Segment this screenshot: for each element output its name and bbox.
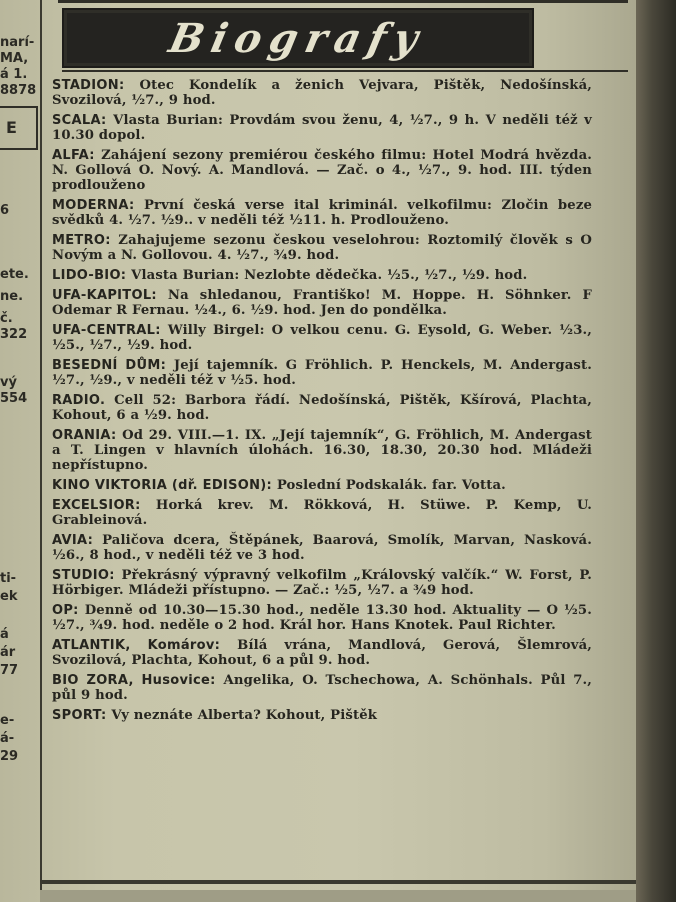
listing-entry (52, 233, 592, 263)
listing-entry (52, 638, 592, 668)
left-fragment: MA, (0, 51, 29, 66)
listing-text: Od 29. VIII.—1. IX. „Její tajemník“, G. Fröhlich, M. Andergast a T. Lingen v hlavních úlohách. 16.30, 18.30, 20.30 hod. Mládeži nepřístupno. (52, 428, 592, 474)
listing-entry (52, 498, 592, 528)
left-fragment: narí- (0, 35, 35, 50)
left-fragment: 29 (0, 749, 19, 764)
left-fragment: 77 (0, 663, 19, 678)
listing-entry (52, 393, 592, 423)
listing-entry (52, 478, 592, 493)
left-fragment: á (0, 627, 9, 642)
listing-entry (52, 323, 592, 353)
listing-text: Bílá vrána, Mandlová, Gerová, Šlemrová, Svozilová, Plachta, Kohout, 6 a půl 9. hod. (52, 638, 593, 669)
venue-name: ALFA: (52, 148, 95, 163)
left-fragment: 8878 (0, 83, 37, 98)
listing-text: Zahajujeme sezonu českou veselohrou: Roztomilý člověk s O Novým a N. Gollovou. 4. ½7., ¾9. hod. (52, 233, 592, 264)
venue-name: METRO: (52, 233, 111, 249)
venue-name: BESEDNÍ DŮM: (52, 358, 167, 373)
listing-text: Překrásný výpravný velkofilm „Královský valčík.“ W. Forst, P. Hörbiger. Mládeži přístupno. — Zač.: ½5, ½7. a ¾9 hod. (52, 568, 592, 599)
listing-text: Poslední Podskalák. far. Votta. (276, 478, 506, 494)
listing-entry (52, 148, 592, 194)
header-rule (62, 70, 628, 72)
left-fragment: ne. (0, 289, 24, 304)
listing-text: Její tajemník. G Fröhlich. P. Henckels, M. Andergast. ½7., ½9., v neděli též v ½5. hod. (52, 358, 592, 389)
venue-name: STADION: (52, 78, 125, 93)
venue-name: RADIO. (52, 393, 106, 408)
adjacent-column-fragment (0, 0, 42, 902)
venue-name: UFA-KAPITOL: (52, 288, 157, 303)
venue-name: SCALA: (52, 113, 107, 128)
left-fragment: ár (0, 645, 16, 660)
listing-entry (52, 358, 592, 388)
left-fragment: vý (0, 375, 17, 390)
left-fragment: 6 (0, 203, 10, 218)
listing-text: Vlasta Burian: Nezlobte dědečka. ½5., ½7., ½9. hod. (131, 268, 528, 284)
listing-text: Vlasta Burian: Provdám svou ženu, 4, ½7., 9 h. V neděli též v 10.30 dopol. (52, 113, 592, 144)
listing-entry (52, 113, 592, 143)
left-fragment: ete. (0, 267, 29, 282)
section-header-banner (62, 8, 534, 68)
listing-text: Na shledanou, Františko! M. Hoppe. H. Söhnker. F Odemar R Fernau. ½4., 6. ½9. hod. Jen do pondělka. (52, 288, 592, 319)
venue-name: UFA-CENTRAL: (52, 323, 161, 338)
listing-text: Zahájení sezony premiérou českého filmu: Hotel Modrá hvězda. N. Gollová O. Nový. A. Mandlová. — Zač. o 4., ½7., 9. hod. III. týden prodlouženo (52, 148, 593, 194)
listing-text: První česká verse ital kriminál. velkofilmu: Zločin beze svědků 4. ½7. ½9.. v neděli též ½11. h. Prodlouženo. (52, 198, 592, 229)
listing-text: Paličova dcera, Štěpánek, Baarová, Smolík, Marvan, Nasková. ½6., 8 hod., v neděli též ve 3 hod. (52, 533, 592, 564)
listing-entry (52, 533, 592, 563)
venue-name: SPORT: (52, 708, 107, 723)
left-fragment: 554 (0, 391, 28, 406)
left-fragment: 322 (0, 327, 28, 342)
listing-text: Vy neznáte Alberta? Kohout, Pištěk (111, 708, 378, 723)
bottom-rule (40, 880, 640, 884)
listing-text: Angelika, O. Tschechowa, A. Schönhals. Půl 7., půl 9 hod. (52, 673, 593, 704)
venue-name: ORANIA: (52, 428, 117, 443)
venue-name: KINO VIKTORIA (dř. EDISON): (52, 478, 273, 494)
listing-text: Willy Birgel: O velkou cenu. G. Eysold, G. Weber. ½3., ½5., ½7., ½9. hod. (52, 323, 592, 354)
listing-text: Cell 52: Barbora řádí. Nedošínská, Pištěk, Kšírová, Plachta, Kohout, 6 a ½9. hod. (52, 393, 592, 424)
listing-entry (52, 603, 592, 633)
section-title: Biografy (165, 14, 431, 62)
left-fragment: e- (0, 713, 15, 728)
listing-text: Otec Kondelík a ženich Vejvara, Pištěk, Nedošínská, Svozilová, ½7., 9 hod. (52, 78, 593, 109)
book-binding-shadow (636, 0, 676, 902)
listing-entry (52, 268, 592, 283)
venue-name: EXCELSIOR: (52, 498, 141, 513)
venue-name: BIO ZORA, Husovice: (52, 673, 216, 688)
cinema-listings (52, 78, 592, 728)
listing-entry (52, 673, 592, 703)
next-section-edge (40, 890, 640, 902)
listing-entry (52, 198, 592, 228)
listing-entry (52, 78, 592, 108)
listing-text: Denně od 10.30—15.30 hod., neděle 13.30 hod. Aktuality — O ½5. ½7., ¾9. hod. neděle o 2 hod. Král hor. Hans Knotek. Paul Richter. (52, 603, 592, 634)
left-fragment: á- (0, 731, 15, 746)
listing-entry (52, 428, 592, 474)
left-boxed-letter: E (0, 106, 38, 150)
venue-name: AVIA: (52, 533, 94, 548)
left-fragment: ek (0, 589, 18, 604)
listing-entry (52, 568, 592, 598)
venue-name: ATLANTIK, Komárov: (52, 638, 221, 653)
venue-name: MODERNA: (52, 198, 135, 214)
venue-name: LIDO-BIO: (52, 268, 127, 284)
left-fragment: č. (0, 311, 13, 326)
left-fragment: á 1. (0, 67, 28, 82)
listing-entry (52, 708, 592, 723)
listing-text: Horká krev. M. Rökková, H. Stüwe. P. Kemp, U. Grableinová. (52, 498, 593, 529)
venue-name: STUDIO: (52, 568, 115, 583)
listing-entry (52, 288, 592, 318)
left-fragment: ti- (0, 571, 17, 586)
top-rule (58, 0, 628, 3)
venue-name: OP: (52, 603, 79, 618)
